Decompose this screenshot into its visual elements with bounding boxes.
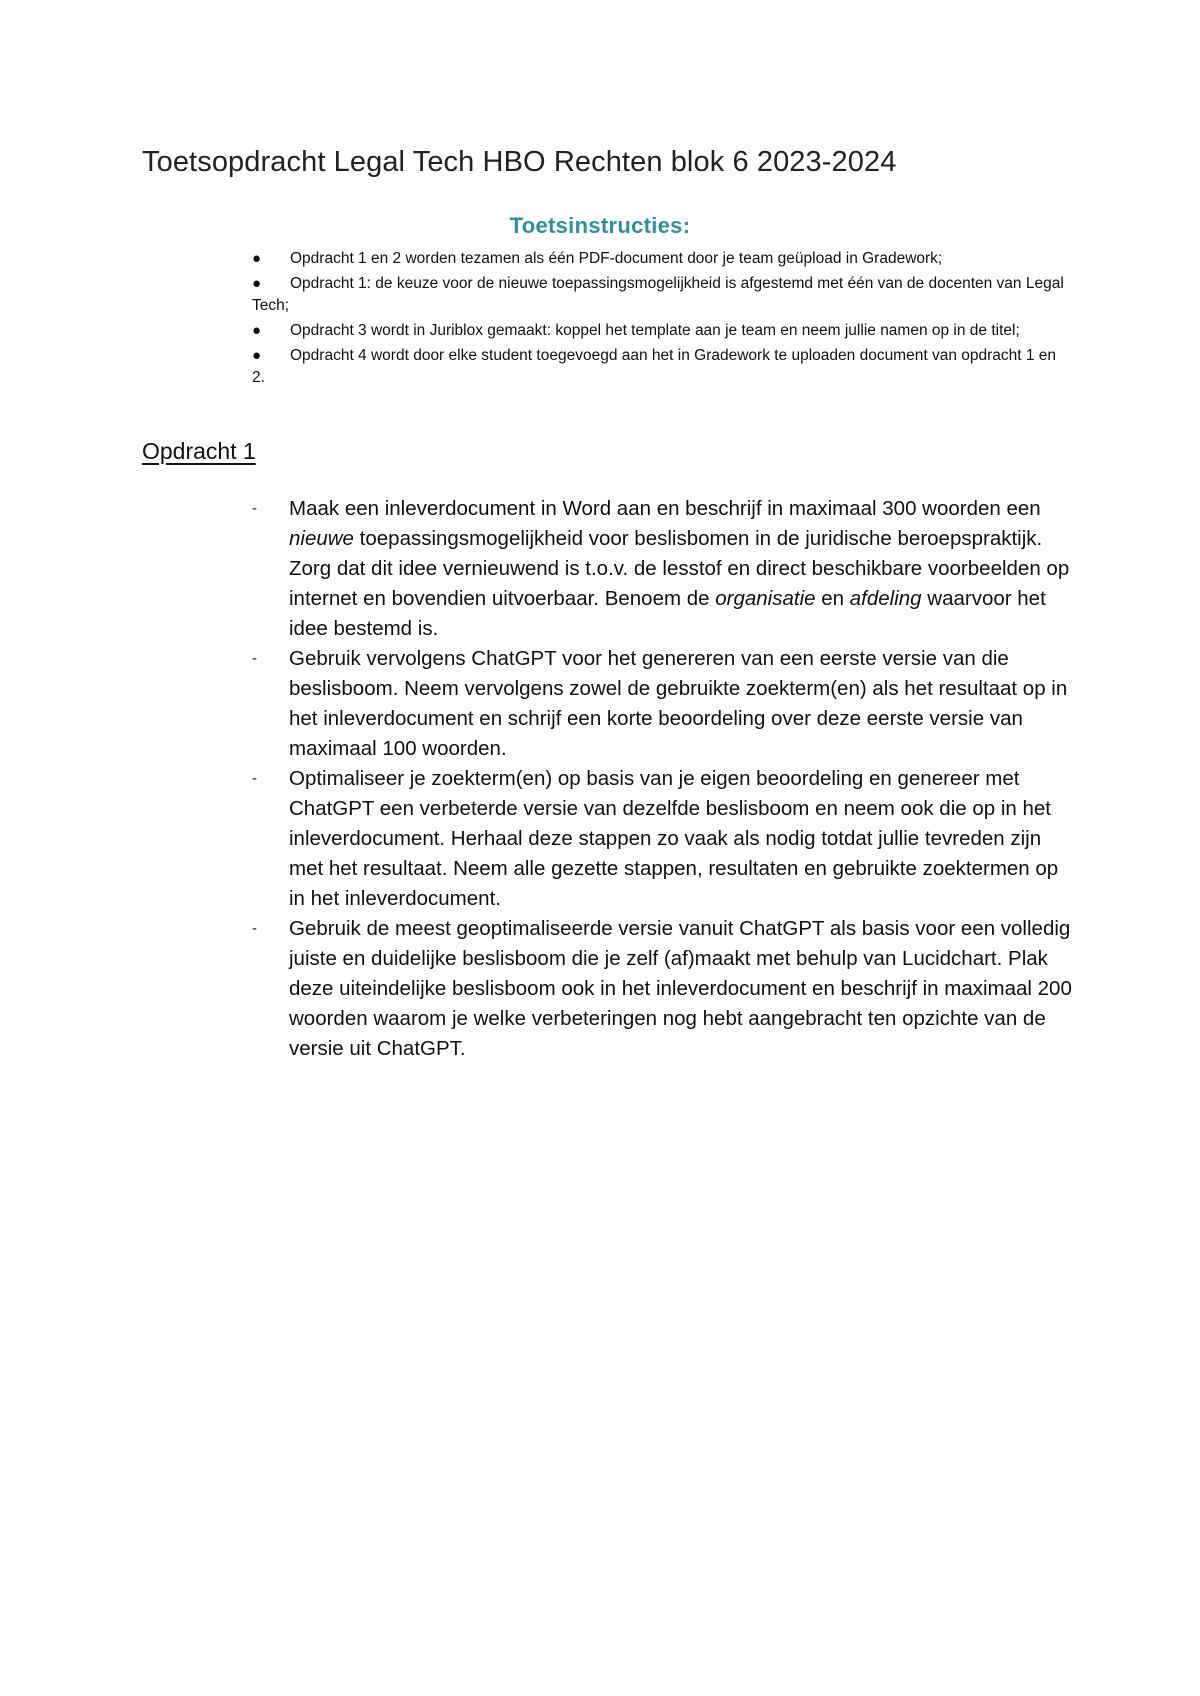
instruction-item bbox=[252, 345, 1064, 389]
task-text: Optimaliseer je zoekterm(en) op basis van je eigen beoordeling en genereer met ChatGPT een verbeterde versie van dezelfde beslisboom en neem ook die op in het inleverdocument. Herhaal deze stappen zo vaak als nodig totdat jullie tevreden zijn met het resultaat. Neem alle gezette stappen, resultaten en gebruikte zoektermen op in het inleverdocument. bbox=[289, 767, 1059, 910]
instruction-text: Opdracht 3 wordt in Juriblox gemaakt: koppel het template aan je team en neem jullie namen op in de titel; bbox=[290, 322, 1020, 339]
dash-marker: - bbox=[252, 920, 257, 937]
task-text-emphasis: afdeling bbox=[849, 587, 922, 610]
instruction-item bbox=[252, 320, 1064, 342]
dash-marker: - bbox=[252, 770, 257, 787]
bullet-icon: ● bbox=[252, 347, 262, 364]
task-text-part: waarvoor het idee bestemd is. bbox=[289, 587, 1046, 640]
assignment-1-task-list bbox=[252, 494, 1072, 1064]
task-text: Gebruik de meest geoptimaliseerde versie vanuit ChatGPT als basis voor een volledig juiste en duidelijke beslisboom die je zelf (af)maakt met behulp van Lucidchart. Plak deze uiteindelijke beslisboom ook in het inleverdocument en beschrijf in maximaal 200 woorden waarom je welke verbeteringen nog hebt aangebracht ten opzichte van de versie uit ChatGPT. bbox=[289, 917, 1072, 1060]
task-text: Gebruik vervolgens ChatGPT voor het genereren van een eerste versie van die beslisboom. Neem vervolgens zowel de gebruikte zoekterm(en) als het resultaat op in het inleverdocument en schrijf een korte beoordeling over deze eerste versie van maximaal 100 woorden. bbox=[289, 647, 1068, 760]
instruction-text: Opdracht 1 en 2 worden tezamen als één PDF-document door je team geüpload in Gradework; bbox=[290, 250, 943, 267]
bullet-icon: ● bbox=[252, 322, 262, 339]
document-title: Toetsopdracht Legal Tech HBO Rechten blok 6 2023-2024 bbox=[142, 146, 897, 178]
instructions-list bbox=[252, 248, 1064, 392]
instruction-text: Opdracht 1: de keuze voor de nieuwe toepassingsmogelijkheid is afgestemd met één van de docenten van Legal Tech; bbox=[252, 275, 1064, 314]
task-text-emphasis: nieuwe bbox=[289, 527, 354, 550]
task-item bbox=[252, 764, 1072, 914]
task-text-part: Maak een inleverdocument in Word aan en beschrijf in maximaal 300 woorden een bbox=[289, 497, 1041, 520]
instruction-text: Opdracht 4 wordt door elke student toegevoegd aan het in Gradework te uploaden document van opdracht 1 en 2. bbox=[252, 347, 1057, 386]
bullet-icon: ● bbox=[252, 275, 262, 292]
dash-marker: - bbox=[252, 500, 257, 517]
task-text-part: toepassingsmogelijkheid voor beslisbomen in de juridische beroepspraktijk. Zorg dat dit idee vernieuwend is t.o.v. de lesstof en direct beschikbare voorbeelden op internet en bovendien uitvoerbaar. Benoem de bbox=[289, 527, 1070, 610]
instructions-heading: Toetsinstructies: bbox=[509, 213, 691, 238]
task-item bbox=[252, 644, 1072, 764]
instruction-item bbox=[252, 273, 1064, 317]
bullet-icon: ● bbox=[252, 250, 262, 267]
task-item bbox=[252, 914, 1072, 1064]
task-item bbox=[252, 494, 1072, 644]
assignment-1-heading: Opdracht 1 bbox=[142, 438, 256, 464]
dash-marker: - bbox=[252, 650, 257, 667]
task-text-part: en bbox=[815, 587, 850, 610]
instruction-item bbox=[252, 248, 1064, 270]
task-text-emphasis: organisatie bbox=[715, 587, 816, 610]
